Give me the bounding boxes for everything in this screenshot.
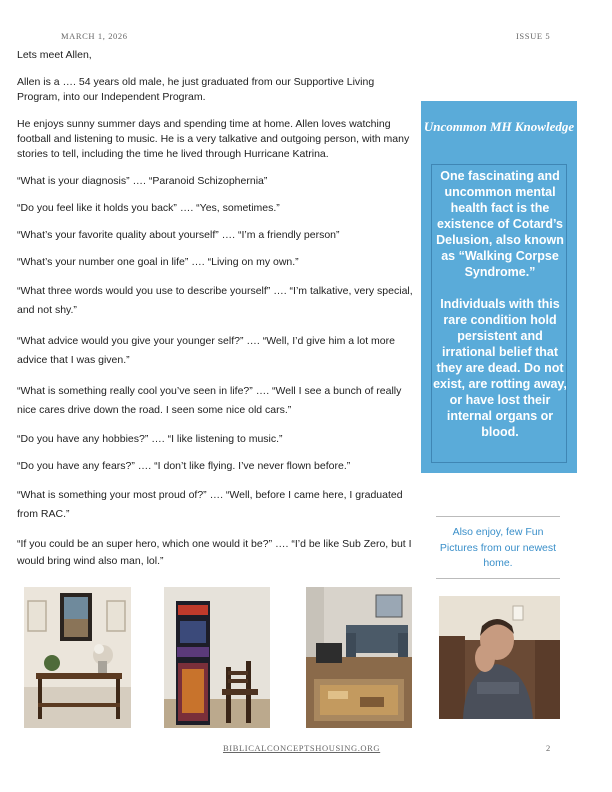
- issue-date: MARCH 1, 2026: [61, 31, 128, 41]
- qa-goal: “What’s your number one goal in life” …. “Living on my own.”: [17, 256, 299, 268]
- sidebar-content-box: [431, 164, 567, 463]
- qa-favorite-quality: “What’s your favorite quality about yourself” …. “I’m a friendly person”: [17, 229, 340, 241]
- qa-fears: “Do you have any fears?” …. “I don’t like flying. I’ve never flown before.”: [17, 460, 351, 472]
- paragraph-allen-age: Allen is a …. 54 years old male, he just graduated from our Supportive Living Program, into our Independent Program.: [17, 76, 375, 103]
- qa-cool-thing: “What is something really cool you’ve seen in life?” …. “Well I see a bunch of really nice cares drive down the road. I seen some nice old cars.”: [17, 385, 402, 416]
- qa-hobbies: “Do you have any hobbies?” …. “I like listening to music.”: [17, 433, 283, 445]
- photo-console-table: [24, 587, 131, 728]
- photo-allen-portrait: [439, 596, 560, 719]
- article-body: [17, 46, 415, 570]
- paragraph-intro: Lets meet Allen,: [17, 49, 92, 61]
- fun-pictures-caption: Also enjoy, few Fun Pictures from our newest home.: [439, 526, 557, 569]
- sidebar-paragraph-2: Individuals with this rare condition hold persistent and irrational belief that they are dead. Do not exist, are rotting away, or have lost their internal organs or blood.: [433, 297, 567, 439]
- qa-super-hero: “If you could be an super hero, which one would it be?” …. “I’d be like Sub Zero, but I would bring wind also man, lol.”: [17, 538, 412, 567]
- divider-bottom: [436, 578, 560, 579]
- issue-number: ISSUE 5: [516, 31, 551, 41]
- qa-three-words: “What three words would you use to describe yourself” …. “I’m talkative, very special, and not shy.”: [17, 285, 413, 316]
- mh-knowledge-sidebar: [421, 101, 577, 473]
- page-number: 2: [546, 743, 551, 753]
- qa-advice: “What advice would you give your younger self?” …. “Well, I’d give him a lot more advice that I was given.”: [17, 335, 395, 366]
- sidebar-title: Uncommon MH Knowledge: [423, 119, 575, 134]
- qa-diagnosis: “What is your diagnosis” …. “Paranoid Schizophernia”: [17, 175, 268, 187]
- qa-proud: “What is something your most proud of?” …. “Well, before I came here, I graduated from RAC.”: [17, 489, 403, 520]
- qa-holds-back: “Do you feel like it holds you back” …. “Yes, sometimes.”: [17, 202, 280, 214]
- divider-top: [436, 516, 560, 517]
- photo-living-room: [306, 587, 412, 728]
- footer-website-link[interactable]: BIBLICALCONCEPTSHOUSING.ORG: [223, 743, 381, 753]
- photo-arcade-cabinet: [164, 587, 270, 728]
- sidebar-paragraph-1: One fascinating and uncommon mental health fact is the existence of Cotard’s Delusion, also known as “Walking Corpse Syndrome.”: [436, 169, 564, 279]
- paragraph-allen-enjoys: He enjoys sunny summer days and spending time at home. Allen loves watching football and listening to music. He is a very talkative and outgoing person, with many stories to tell, including the time he lived through Hurricane Katrina.: [17, 118, 410, 160]
